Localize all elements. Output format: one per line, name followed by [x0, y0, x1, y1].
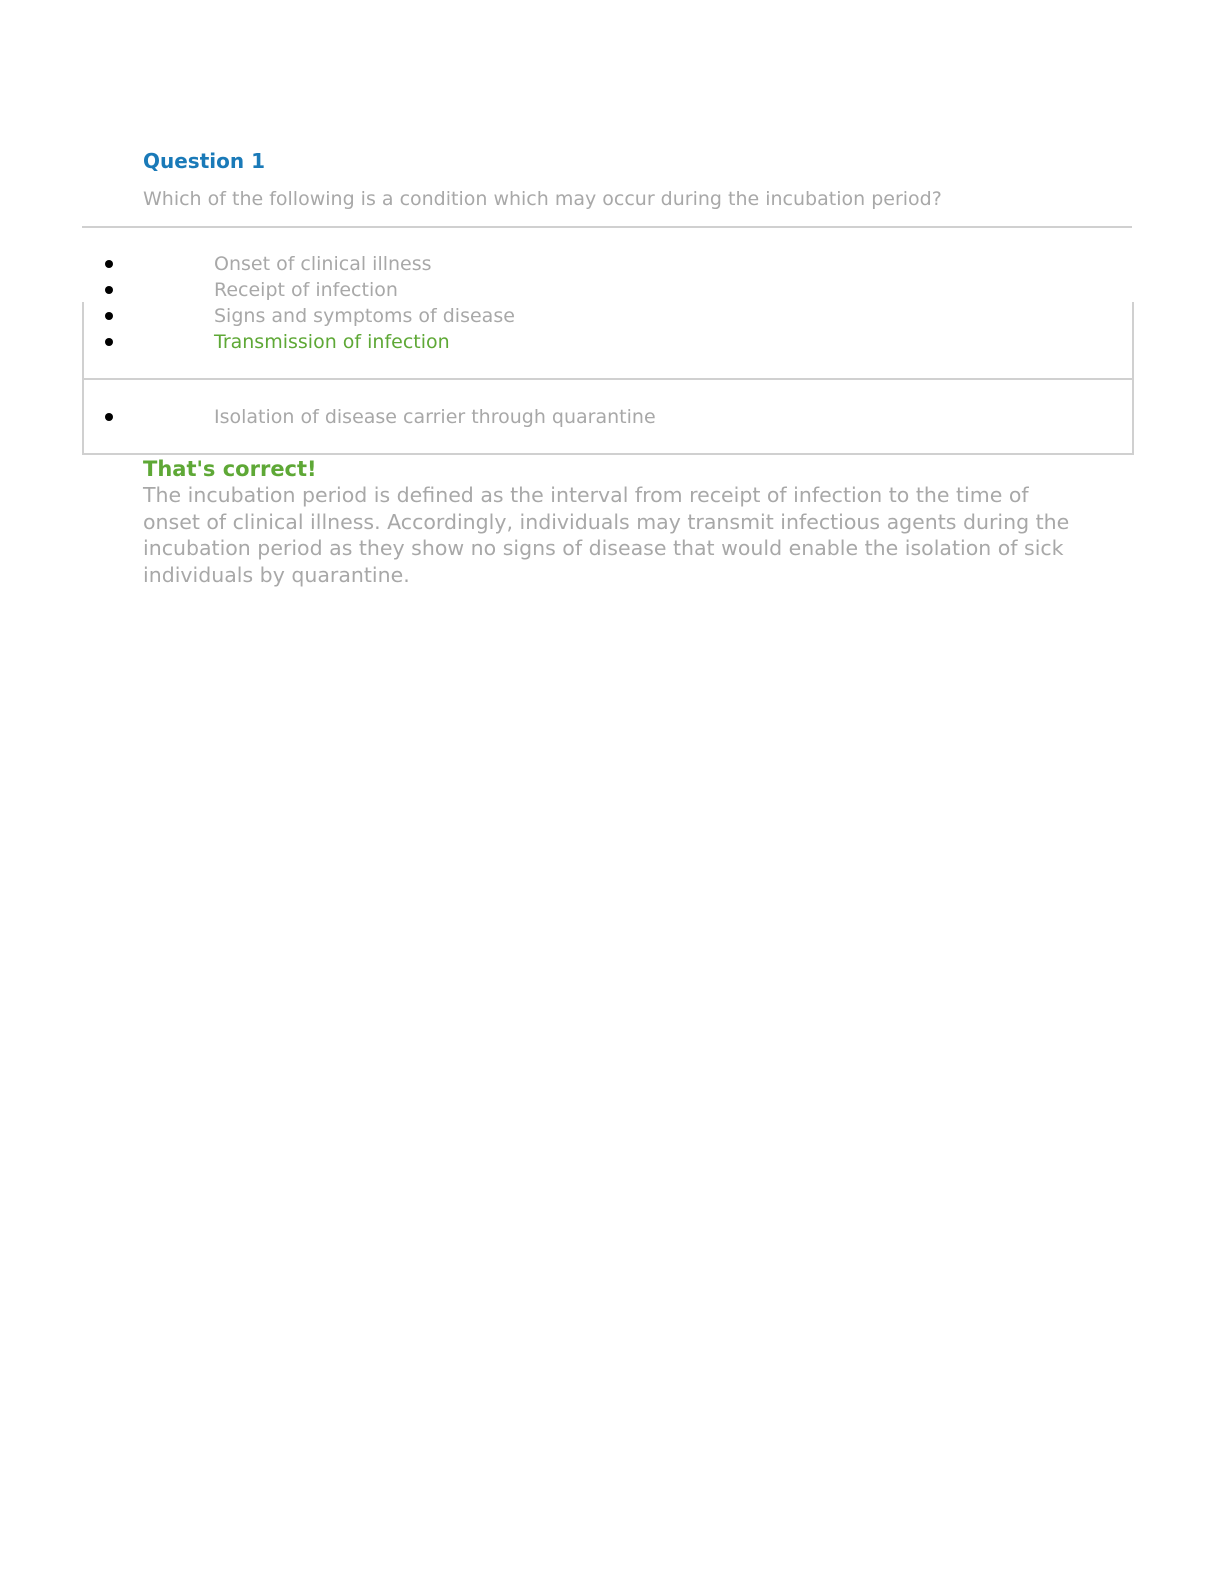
feedback-title: That's correct! — [143, 457, 317, 481]
feedback-text: The incubation period is defined as the interval from receipt of infection to the time of onset of clinical illness. Accordingly, individuals may transmit infectious agents during the incubation period as they show no signs of disease that would enable the isolation of sick individuals by quarantine. — [143, 483, 1070, 587]
answer-option-label: Transmission of infection — [214, 331, 450, 353]
bullet-icon — [105, 260, 113, 268]
answer-option-label: Onset of clinical illness — [214, 253, 432, 275]
divider — [82, 226, 1132, 228]
answer-option-3[interactable] — [105, 303, 805, 329]
question-text: Which of the following is a condition which may occur during the incubation period? — [143, 188, 942, 210]
bullet-icon — [105, 338, 113, 346]
answer-option-4-correct[interactable] — [105, 329, 805, 355]
bullet-icon — [105, 413, 113, 421]
answer-option-2[interactable] — [105, 277, 805, 303]
bullet-icon — [105, 286, 113, 294]
answer-option-1[interactable] — [105, 251, 805, 277]
answer-option-label: Signs and symptoms of disease — [214, 305, 515, 327]
answer-option-label: Receipt of infection — [214, 279, 398, 301]
answer-option-label: Isolation of disease carrier through quarantine — [214, 406, 656, 428]
bullet-icon — [105, 312, 113, 320]
question-title: Question 1 — [143, 149, 265, 173]
answer-option-5[interactable] — [105, 404, 805, 430]
